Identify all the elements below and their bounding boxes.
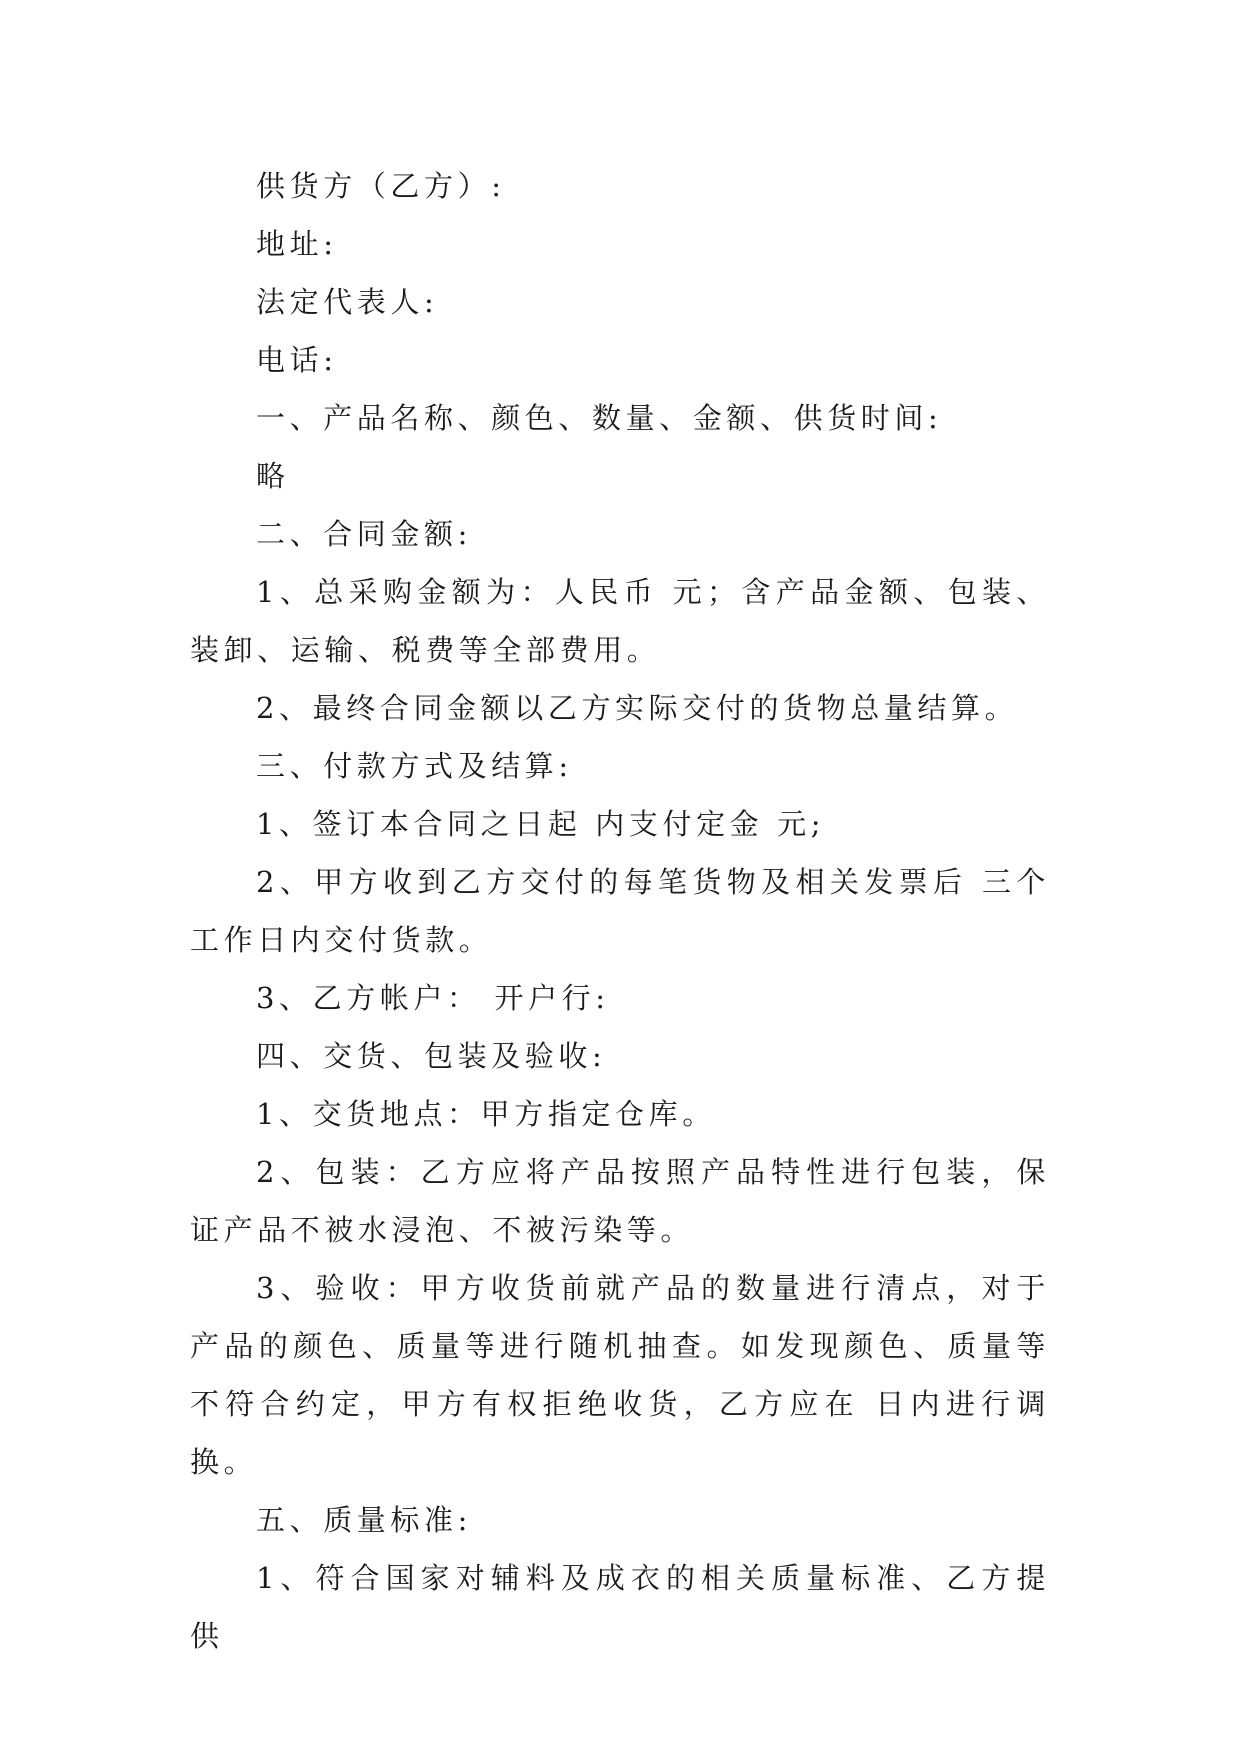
section-1-heading: 一、产品名称、颜色、数量、金额、供货时间: <box>256 401 943 435</box>
section-4-heading: 四、交货、包装及验收: <box>256 1039 607 1073</box>
phone-label: 电话: <box>256 343 338 377</box>
contract-body <box>190 157 1050 1665</box>
section-3-item-3: 3、乙方帐户： 开户行: <box>256 981 610 1015</box>
section-2-item-1: 1、总采购金额为：人民币 元；含产品金额、包装、装卸、运输、税费等全部费用。 <box>190 575 1050 667</box>
address-label: 地址: <box>256 227 338 261</box>
section-3-item-2: 2、甲方收到乙方交付的每笔货物及相关发票后 三个工作日内交付货款。 <box>190 865 1050 957</box>
section-3-item-1: 1、签订本合同之日起 内支付定金 元; <box>256 807 826 841</box>
section-4-item-3: 3、验收：甲方收货前就产品的数量进行清点，对于产品的颜色、质量等进行随机抽查。如发现颜色、质量等不符合约定，甲方有权拒绝收货，乙方应在 日内进行调换。 <box>190 1271 1050 1479</box>
section-2-heading: 二、合同金额: <box>256 517 472 551</box>
section-2-item-2: 2、最终合同金额以乙方实际交付的货物总量结算。 <box>256 691 1019 725</box>
section-5-item-1: 1、符合国家对辅料及成衣的相关质量标准、乙方提供 <box>190 1561 1050 1653</box>
supplier-label: 供货方（乙方）: <box>256 169 506 203</box>
section-4-item-1: 1、交货地点：甲方指定仓库。 <box>256 1097 716 1131</box>
legal-representative-label: 法定代表人: <box>256 285 439 319</box>
section-5-heading: 五、质量标准: <box>256 1503 472 1537</box>
section-3-heading: 三、付款方式及结算: <box>256 749 573 783</box>
section-1-content: 略 <box>256 459 290 493</box>
section-4-item-2: 2、包装：乙方应将产品按照产品特性进行包装，保证产品不被水浸泡、不被污染等。 <box>190 1155 1050 1247</box>
